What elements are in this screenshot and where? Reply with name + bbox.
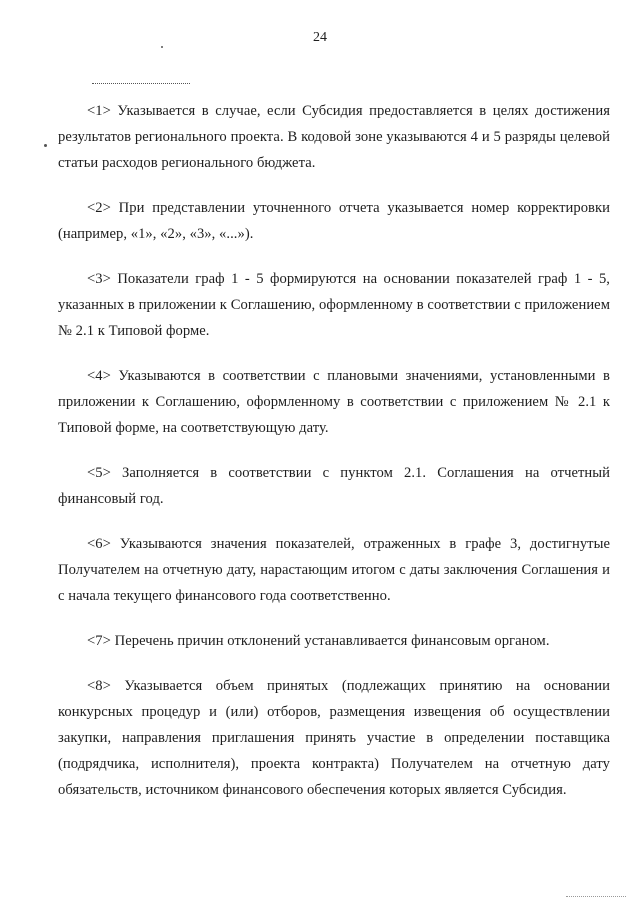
scan-speck xyxy=(161,46,163,48)
footnotes-list xyxy=(58,98,610,822)
footnote-2: <2> При представлении уточненного отчета указывается номер корректировки (например, «1», «2», «3», «...»). xyxy=(58,200,610,242)
footnote-4: <4> Указываются в соответствии с плановыми значениями, установленными в приложении к Соглашению, оформленному в соответствии с приложением № 2.1 к Типовой форме, на соответствующую дату. xyxy=(58,368,610,436)
footnote-6: <6> Указываются значения показателей, отраженных в графе 3, достигнутые Получателем на отчетную дату, нарастающим итогом с даты заключения Соглашения и с начала текущего финансового года соответственно. xyxy=(58,536,610,604)
page-number: 24 xyxy=(313,30,327,45)
scan-speck xyxy=(44,144,47,147)
footnote-1: <1> Указывается в случае, если Субсидия предоставляется в целях достижения результатов регионального проекта. В кодовой зоне указываются 4 и 5 разряды целевой статьи расходов регионального бюджета. xyxy=(58,103,610,171)
scan-edge-line xyxy=(566,896,626,897)
footnote-8: <8> Указывается объем принятых (подлежащих принятию на основании конкурсных процедур и (или) отборов, размещения извещения об осуществлении закупки, направления приглашения принять участие в определении поставщика (подрядчика, исполнителя), проекта контракта) Получателем на отчетную дату обязательств, источником финансового обеспечения которых является Субсидия. xyxy=(58,678,610,798)
footnote-7: <7> Перечень причин отклонений устанавливается финансовым органом. xyxy=(87,633,550,649)
footnote-separator xyxy=(92,83,190,84)
footnote-3: <3> Показатели граф 1 - 5 формируются на основании показателей граф 1 - 5, указанных в приложении к Соглашению, оформленному в соответствии с приложением № 2.1 к Типовой форме. xyxy=(58,271,610,339)
footnote-5: <5> Заполняется в соответствии с пунктом 2.1. Соглашения на отчетный финансовый год. xyxy=(58,465,610,507)
